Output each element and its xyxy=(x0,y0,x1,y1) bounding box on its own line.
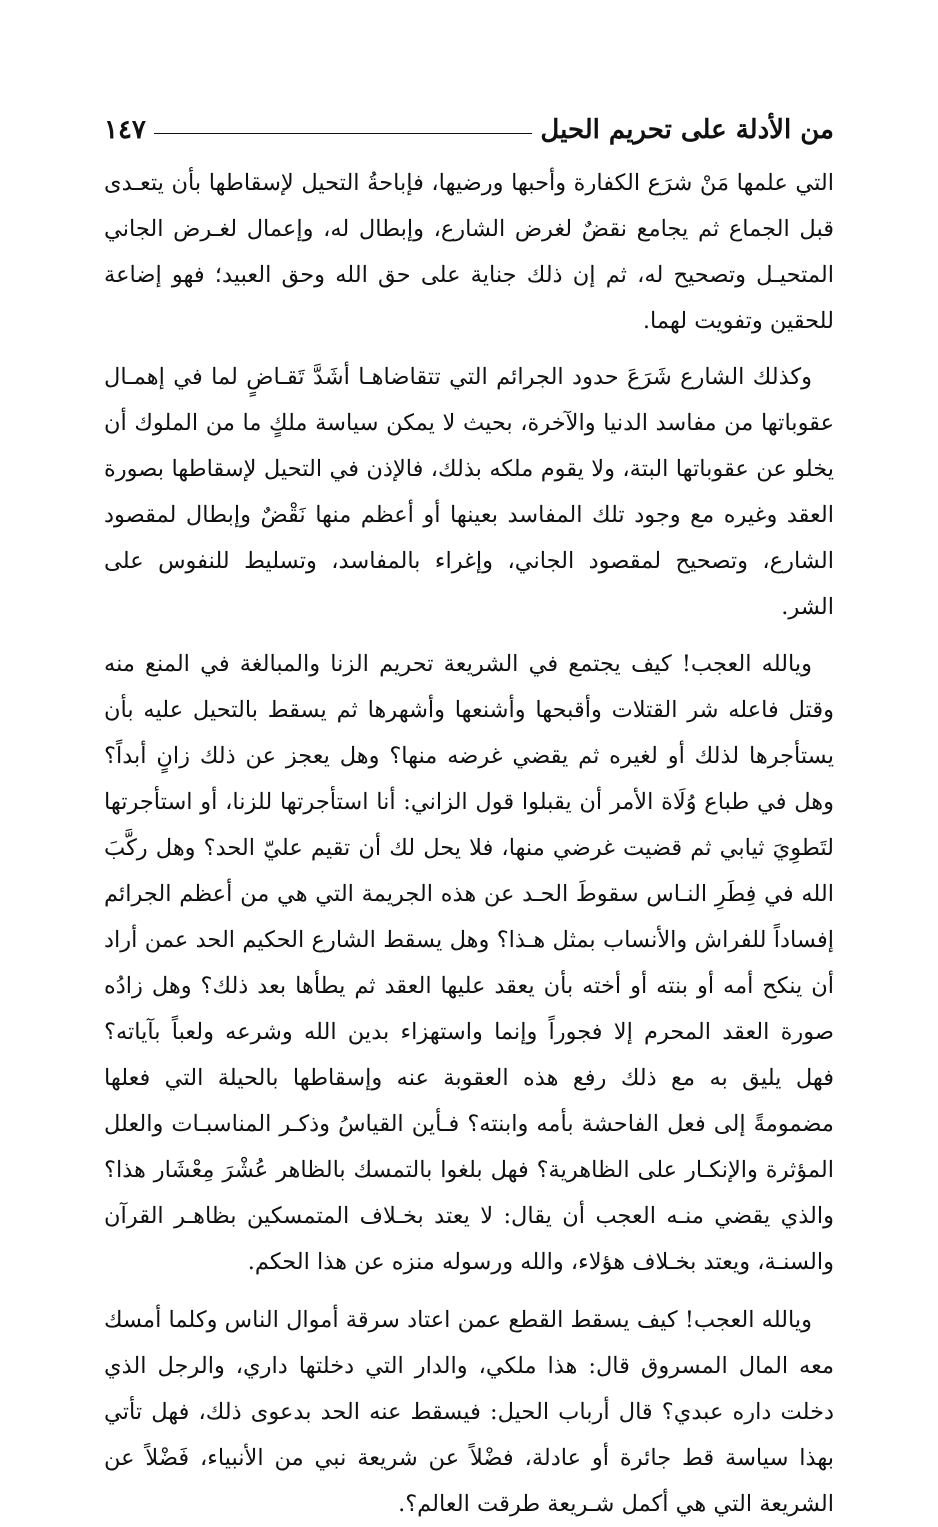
page-body xyxy=(104,160,834,1527)
page-number: ١٤٧ xyxy=(104,115,146,145)
running-title: من الأدلة على تحريم الحيل xyxy=(540,115,834,145)
paragraph-3: ويالله العجب! كيف يجتمع في الشريعة تحريم الزنا والمبالغة في المنع منه وقتل فاعله شر القتلات وأقبحها وأشنعها وأشهرها ثم يسقط بالتحيل عليه بأن يستأجرها لذلك أو لغيره ثم يقضي غرضه منها؟ وهل يعجز عن ذلك زانٍ أبداً؟ وهل في طباع وُلَاة الأمر أن يقبلوا قول الزاني: أنا استأجرتها للزنا، أو استأجرتها لتَطوِيَ ثيابي ثم قضيت غرضي منها، فلا يحل لك أن تقيم عليّ الحد؟ وهل ركَّبَ الله في فِطَرِ النـاس سقوطَ الحـد عن هذه الجريمة التي هي من أعظم الجرائم إفساداً للفراش والأنساب بمثل هـذا؟ وهل يسقط الشارع الحكيم الحد عمن أراد أن ينكح أمه أو بنته أو أخته بأن يعقد عليها العقد ثم يطأها بعد ذلك؟ وهل زادُه صورة العقد المحرم إلا فجوراً وإنما واستهزاء بدين الله وشرعه ولعباً بآياته؟ فهل يليق به مع ذلك رفع هذه العقوبة عنه وإسقاطها بالحيلة التي فعلها مضمومةً إلى فعل الفاحشة بأمه وابنته؟ فـأين القياسُ وذكـر المناسبـات والعلل المؤثرة والإنكـار على الظاهرية؟ فهل بلغوا بالتمسك بالظاهر عُشْرَ مِعْشَار هذا؟ والذي يقضي منـه العجب أن يقال: لا يعتد بخـلاف المتمسكين بظاهـر القرآن والسنـة، ويعتد بخـلاف هؤلاء، والله ورسوله منزه عن هذا الحكم. xyxy=(104,651,834,1275)
paragraph-2: وكذلك الشارع شَرَعَ حدود الجرائم التي تتقاضاهـا أشَدَّ تَقـاضٍ لما في إهمـال عقوباتها من مفاسد الدنيا والآخرة، بحيث لا يمكن سياسة ملكٍ ما من الملوك أن يخلو عن عقوباتها البتة، ولا يقوم ملكه بذلك، فالإذن في التحيل لإسقاطها بصورة العقد وغيره مع وجود تلك المفاسد بعينها أو أعظم منها نَقْضٌ وإبطال لمقصود الشارع، وتصحيح لمقصود الجاني، وإغراء بالمفاسد، وتسليط للنفوس على الشر. xyxy=(104,364,834,620)
paragraph-1: التي علمها مَنْ شرَع الكفارة وأحبها ورضيها، فإباحةُ التحيل لإسقاطها بأن يتعـدى قبل الجماع ثم يجامع نقضٌ لغرض الشارع، وإبطال له، وإعمال لغـرض الجاني المتحيـل وتصحيح له، ثم إن ذلك جناية على حق الله وحق العبيد؛ فهو إضاعة للحقين وتفويت لهما. xyxy=(104,170,834,334)
page-header xyxy=(104,108,834,152)
paragraph-4: ويالله العجب! كيف يسقط القطع عمن اعتاد سرقة أموال الناس وكلما أمسك معه المال المسروق قال: هذا ملكي، والدار التي دخلتها داري، والرجل الذي دخلت داره عبدي؟ قال أرباب الحيل: فيسقط عنه الحد بدعوى ذلك، فهل تأتي بهذا سياسة قط جائرة أو عادلة، فضْلاً عن شريعة نبي من الأنبياء، فَضْلاً عن الشريعة التي هي أكمل شـريعة طرقت العالم؟. xyxy=(104,1307,834,1517)
header-rule xyxy=(154,133,533,134)
